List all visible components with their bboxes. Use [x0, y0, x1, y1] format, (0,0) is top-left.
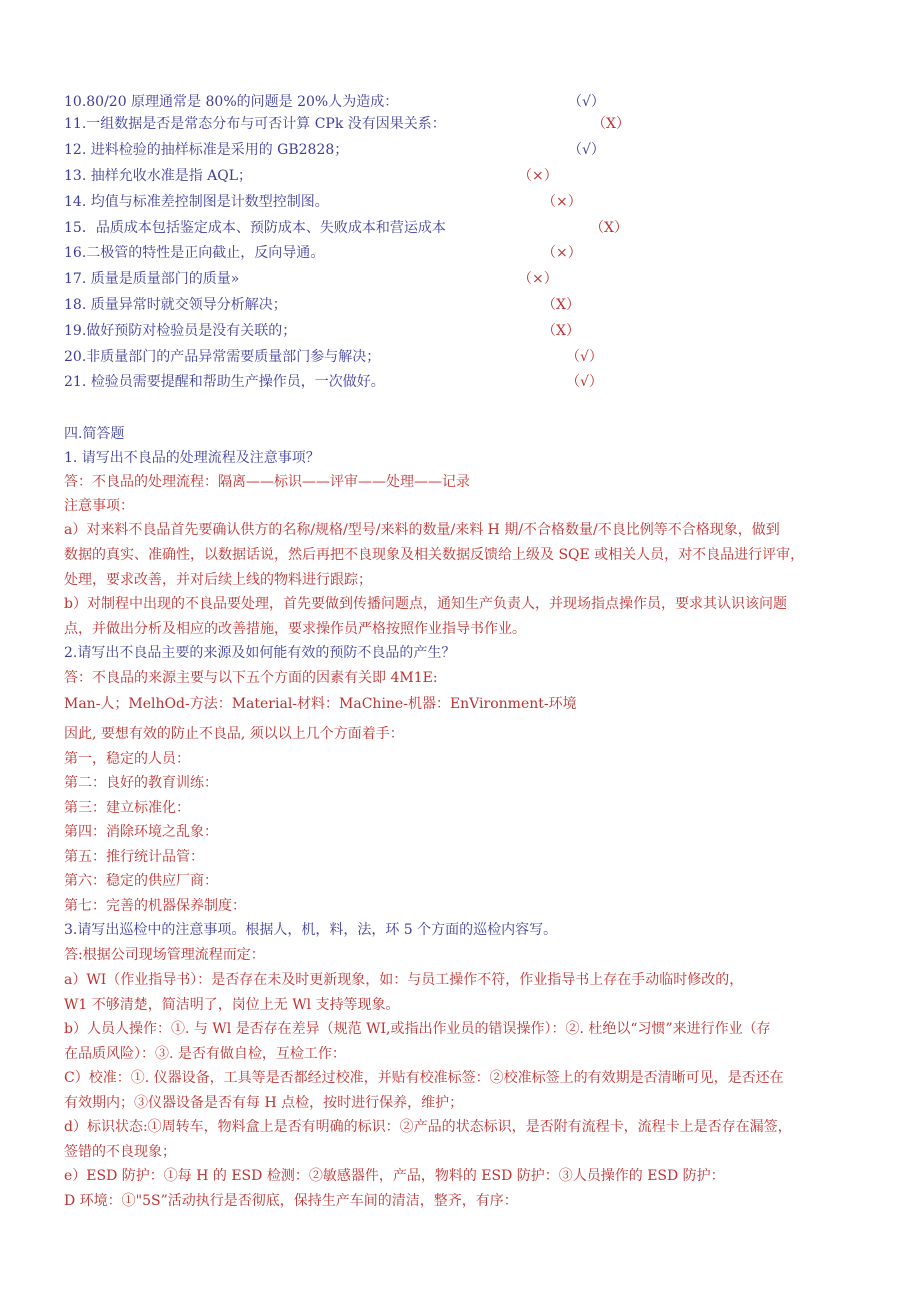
q2-item-3: 第三：建立标准化：	[64, 800, 190, 816]
tf-mark: （X）	[592, 116, 630, 132]
q2-answer: 答：不良品的来源主要与以下五个方面的因素有关即 4M1E:	[64, 670, 438, 686]
q1-answer: 答：不良品的处理流程：隔离——标识——评审——处理——记录	[64, 474, 470, 490]
tf-text: 13. 抽样允收水准是指 AQL；	[64, 168, 253, 184]
q3-line-1: a）WI（作业指导书）：是否存在未及时更新现象，如：与员工操作不符，作业指导书上存在手动临时修改的，	[64, 972, 744, 988]
q3-line-8: 签错的不良现象；	[64, 1144, 176, 1160]
q2-item-6: 第六：稳定的供应厂商：	[64, 873, 218, 889]
tf-mark: （√）	[568, 94, 605, 110]
tf-text: 12. 进料检验的抽样标准是采用的 GB2828；	[64, 142, 349, 158]
tf-text: 17. 质量是质量部门的质量»	[64, 271, 240, 287]
tf-mark: （×）	[518, 271, 558, 287]
q3-line-4: 在品质风险）：③. 是否有做自检，互检工作：	[64, 1046, 346, 1062]
tf-text: 19.做好预防对检验员是没有关联的；	[64, 323, 297, 339]
tf-mark: （√）	[566, 374, 603, 390]
q2-item-7: 第七：完善的机器保养制度：	[64, 898, 246, 914]
q2-factors: Man-人；MelhOd-方法：Material-材料：MaChine-机器：EnVironment-环境	[64, 696, 577, 712]
tf-text: 14. 均值与标准差控制图是计数型控制图。	[64, 194, 329, 210]
tf-text: 21. 检验员需要提醒和帮助生产操作员，一次做好。	[64, 374, 385, 390]
tf-mark: （×）	[542, 194, 582, 210]
q3-line-6: 有效期内；③仪器设备是否有每 H 点检，按时进行保养，维护；	[64, 1095, 464, 1111]
q1-question: 1. 请写出不良品的处理流程及注意事项？	[64, 450, 320, 466]
q1-a-line-3: 处理，要求改善，并对后续上线的物料进行跟踪；	[64, 572, 372, 588]
q1-a-line-1: a）对来料不良品首先要确认供方的名称/规格/型号/来料的数量/来料 H 期/不合格数量/不良比例等不合格现象，做到	[64, 522, 780, 538]
tf-mark: （X）	[542, 323, 580, 339]
tf-mark: （×）	[518, 168, 558, 184]
q3-question: 3.请写出巡检中的注意事项。根据人，机，料，法，环 5 个方面的巡检内容写。	[64, 922, 558, 938]
q3-line-3: b）人员人操作：①. 与 Wl 是否存在差异（规范 WI,或指出作业员的错误操作）：②. 杜绝以“习惯”来进行作业（存	[64, 1021, 771, 1037]
tf-text: 15．品质成本包括鉴定成本、预防成本、失败成本和营运成本	[64, 220, 446, 236]
q3-line-9: e）ESD 防护：①每 H 的 ESD 检测：②敏感器件，产品，物料的 ESD 防护：③人员操作的 ESD 防护：	[64, 1168, 725, 1184]
q3-line-7: d）标识状态:①周转车，物料盒上是否有明确的标识：②产品的状态标识，是否附有流程卡，流程卡上是否存在漏签，	[64, 1119, 792, 1135]
tf-mark: （X）	[542, 297, 580, 313]
q1-notes-title: 注意事项：	[64, 498, 134, 514]
q1-b-line-1: b）对制程中出现的不良品要处理，首先要做到传播问题点，通知生产负责人，并现场指点操作员，要求其认识该问题	[64, 596, 787, 612]
tf-text: 18. 质量异常时就交领导分析解决；	[64, 297, 287, 313]
q3-line-10: D 环境：①"5S”活动执行是否彻底，保持生产车间的清洁，整齐，有序：	[64, 1193, 518, 1209]
q1-b-line-2: 点，并做出分析及相应的改善措施，要求操作员严格按照作业指导书作业。	[64, 621, 526, 637]
tf-text: 11.一组数据是否是常态分布与可否计算 CPk 没有因果关系：	[64, 116, 446, 132]
tf-text: 20.非质量部门的产品异常需要质量部门参与解决；	[64, 349, 381, 365]
q2-item-1: 第一，稳定的人员：	[64, 751, 190, 767]
tf-mark: （√）	[568, 142, 605, 158]
q2-item-4: 第四：消除环境之乱象：	[64, 824, 218, 840]
tf-mark: （√）	[566, 349, 603, 365]
section-title: 四.简答题	[64, 426, 125, 442]
q2-question: 2.请写出不良品主要的来源及如何能有效的预防不良品的产生？	[64, 645, 456, 661]
q2-item-5: 第五：推行统计品管：	[64, 849, 204, 865]
tf-text: 16.二极管的特性是正向截止，反向导通。	[64, 245, 325, 261]
q3-line-5: C）校准：①. 仪器设备，工具等是否都经过校准，并贴有校准标签：②校准标签上的有效期是否清晰可见，是否还在	[64, 1070, 784, 1086]
q1-a-line-2: 数据的真实、准确性，以数据话说，然后再把不良现象及相关数据反馈给上级及 SQE 或相关人员，对不良品进行评审，	[64, 547, 805, 563]
q2-item-2: 第二：良好的教育训练：	[64, 775, 218, 791]
q2-intro: 因此, 要想有效的防止不良品, 须以以上几个方面着手：	[64, 726, 404, 742]
tf-mark: （×）	[542, 245, 582, 261]
tf-text: 10.80/20 原理通常是 80%的问题是 20%人为造成：	[64, 94, 399, 110]
tf-mark: （X）	[590, 220, 628, 236]
q3-answer: 答:根据公司现场管理流程而定：	[64, 947, 265, 963]
q3-line-2: W1 不够清楚，简洁明了，岗位上无 Wl 支持等现象。	[64, 997, 400, 1013]
